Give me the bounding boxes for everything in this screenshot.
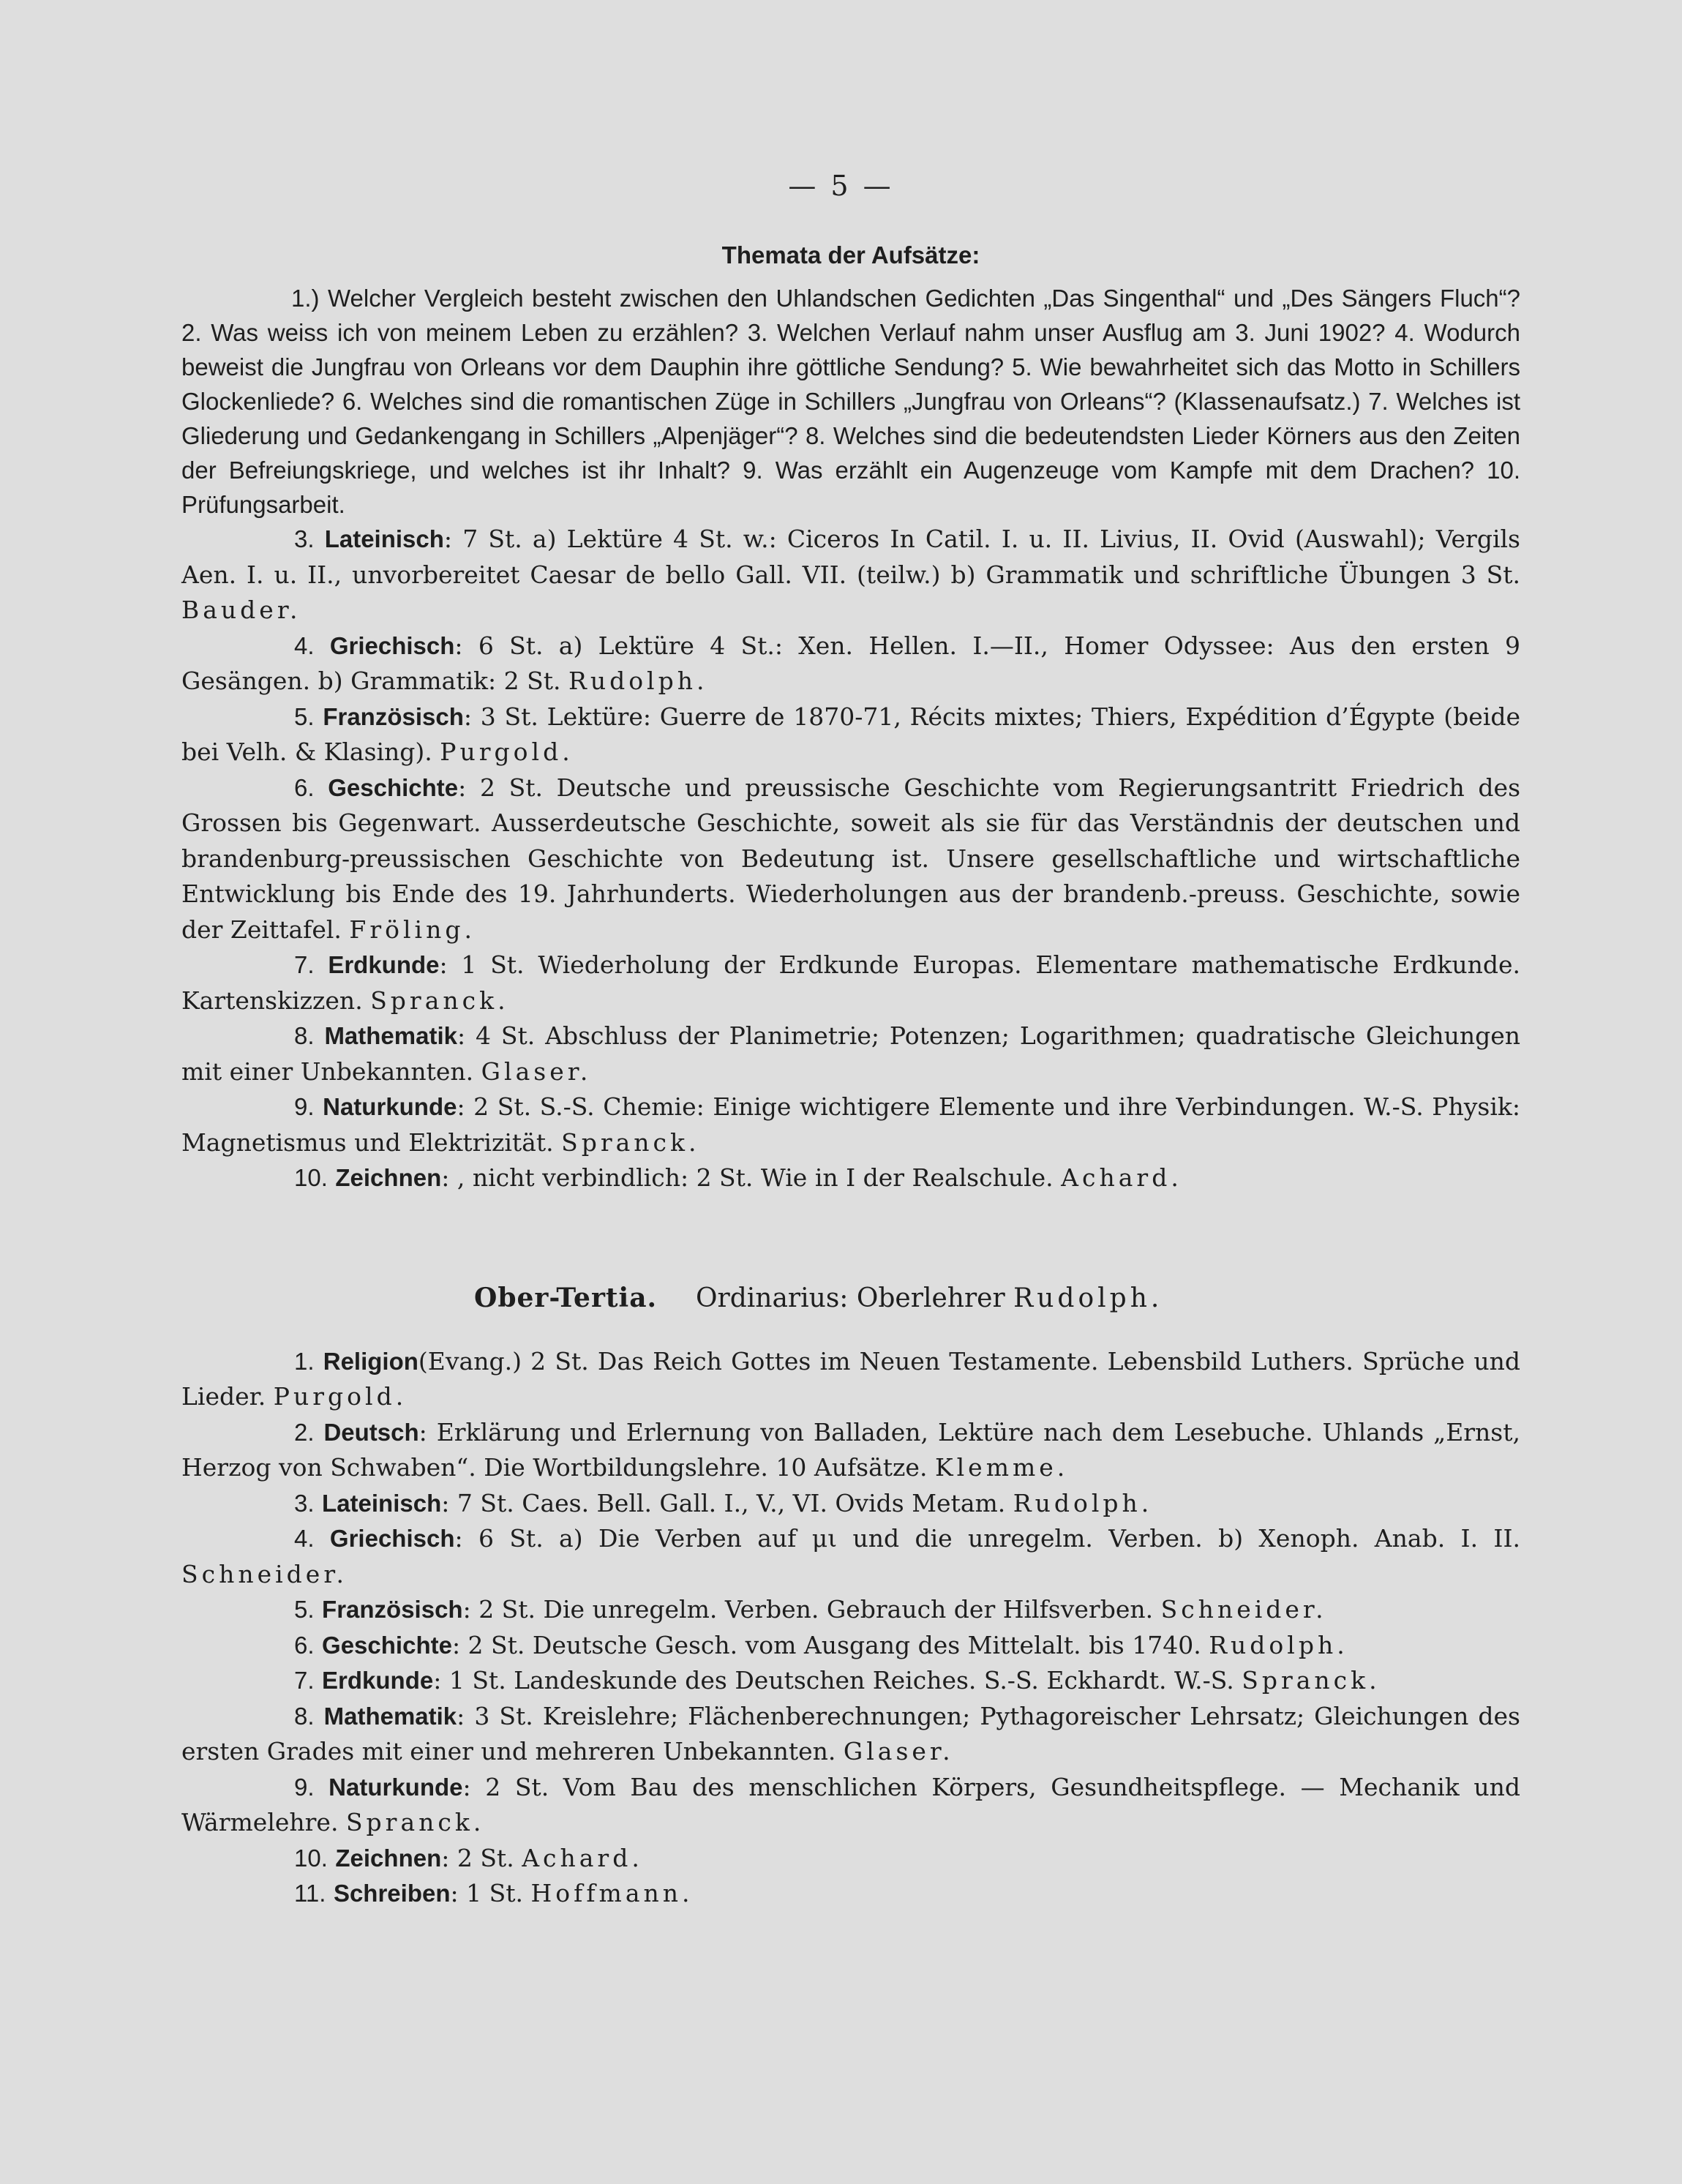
teacher-name: Bauder. (181, 596, 301, 624)
subject-name: Geschichte (328, 773, 459, 801)
subject-description: : 2 St. Deutsche Gesch. vom Ausgang des Mittelalt. bis 1740. (451, 1630, 1201, 1659)
teacher-name: Rudolph. (568, 667, 708, 695)
entry-number: 8. (294, 1702, 315, 1730)
teacher-name: Spranck. (345, 1808, 485, 1836)
subject-entry (181, 1628, 1520, 1664)
subject-name: Französisch (323, 702, 464, 730)
subject-entry: 10. Zeichnen: , nicht verbindlich: 2 St. Wie in I der Realschule. Achard. (294, 1163, 1182, 1192)
page-number: — 5 — (788, 170, 894, 202)
teacher-name: Fröling. (349, 915, 476, 944)
entry-number: 9. (294, 1093, 315, 1120)
subject-description: 1 St. Wiederholung der Erdkunde Europas. Elementare mathematische Erdkunde. Kartenskizzen. (181, 950, 1521, 1015)
subject-name: Religion (323, 1347, 418, 1375)
ordinarius-teacher: Rudolph. (1013, 1283, 1163, 1313)
entry-number: 5. (294, 1596, 315, 1623)
entry-number: 11. (294, 1880, 326, 1907)
subject-name: Mathematik (324, 1022, 457, 1049)
class-name: Ober-Tertia. (474, 1282, 658, 1313)
subject-description: : 2 St. Vom Bau des menschlichen Körpers, Gesundheitspflege. — Mechanik und Wärmelehre. (181, 1772, 1520, 1836)
class-heading (181, 1283, 1520, 1313)
ober-tertia-subjects (181, 1344, 1520, 1912)
entry-number: 9. (294, 1773, 315, 1801)
subject-name: Zeichnen (335, 1164, 442, 1191)
subject-entry: 6. Geschichte: 2 St. Deutsche und preussische Geschichte vom Regierungsantritt Friedrich des Grossen bis Gegenwart. Ausserdeutsche Geschichte, soweit als sie für das Verständnis der deutschen und brandenburg-preussischen Geschichte von Bedeutung ist. Unsere gesellschaftliche und wirtschaftliche Entwicklung bis Ende des 19. Jahrhunderts. Wiederholungen aus der brandenb.-preuss. Geschichte, sowie der Zeittafel. Fröling. (181, 773, 1521, 944)
subject-description: : 2 St. Die unregelm. Verben. Gebrauch der Hilfsverben. (462, 1595, 1154, 1624)
entry-number: 8. (294, 1022, 315, 1049)
subject-entry: 8. Mathematik: 4 St. Abschluss der Planimetrie; Potenzen; Logarithmen; quadratische Gleichungen mit einer Unbekannten. Glaser. (181, 1021, 1521, 1086)
teacher-name: Spranck. (1242, 1666, 1381, 1695)
subject-name: Französisch (322, 1596, 463, 1623)
teacher-name: Klemme. (934, 1453, 1069, 1482)
subject-entry (181, 1592, 1520, 1628)
subject-name: Griechisch (329, 631, 455, 659)
subject-description: : 2 St. (441, 1843, 514, 1872)
subject-description: : 1 St. Landeskunde des Deutschen Reiches. S.-S. Eckhardt. W.-S. (433, 1666, 1234, 1695)
subject-name: Geschichte (322, 1631, 452, 1659)
upper-section-subjects (181, 522, 1520, 1196)
entry-number: 6. (294, 773, 315, 801)
subject-name: Mathematik (323, 1702, 457, 1730)
subject-name: Lateinisch (322, 1489, 442, 1517)
entry-number: 6. (294, 1631, 315, 1659)
subject-description: 6 St. a) Lektüre 4 St.: Xen. Hellen. I.—II., Homer Odyssee: Aus den ersten 9 Gesängen. b) Grammatik: 2 St. (181, 631, 1521, 695)
subject-entry (181, 1770, 1520, 1841)
subject-name: Deutsch (323, 1418, 419, 1446)
subject-name: Lateinisch (324, 525, 444, 552)
teacher-name: Purgold. (273, 1382, 408, 1411)
teacher-name: Purgold. (440, 738, 574, 766)
teacher-name: Glaser. (843, 1737, 954, 1765)
entry-number: 10. (294, 1164, 328, 1191)
entry-number: 1. (294, 1347, 315, 1375)
subject-description: 7 St. a) Lektüre 4 St. w.: Ciceros In Catil. I. u. II. Livius, II. Ovid (Auswahl); Vergils Aen. I. u. II., unvorbereitet Caesar de bello Gall. VII. (teilw.) b) Grammatik und schriftliche Übungen 3 St. (181, 525, 1520, 589)
subject-entry (181, 1876, 1520, 1912)
subject-name: Naturkunde (323, 1093, 457, 1120)
subject-entry: 7. Erdkunde: 1 St. Wiederholung der Erdkunde Europas. Elementare mathematische Erdkunde. Kartenskizzen. Spranck. (181, 950, 1521, 1015)
essays-text: 1.) Welcher Vergleich besteht zwischen den Uhlandschen Gedichten „Das Singenthal“ und „Des Sängers Fluch“? 2. Was weiss ich von meinem Leben zu erzählen? 3. Welchen Verlauf nahm unser Ausflug am 3. Juni 1902? 4. Wodurch beweist die Jungfrau von Orleans vor dem Dauphin ihre göttliche Sendung? 5. Wie bewahrheitet sich das Motto in Schillers Glockenliede? 6. Welches sind die romantischen Züge in Schillers „Jungfrau von Orleans“? (Klassenaufsatz.) 7. Welches ist Gliederung und Gedankengang in Schillers „Alpenjäger“? 8. Welches sind die bedeutendsten Lieder Körners aus den Zeiten der Befreiungskriege, und welches ist ihr Inhalt? 9. Was erzählt ein Augenzeuge vom Kampfe mit dem Drachen? 10. Prüfungsarbeit. (181, 285, 1520, 518)
entry-number: 7. (294, 1667, 315, 1694)
subject-name: Schreiben (333, 1880, 451, 1907)
subject-entry (181, 1663, 1520, 1699)
entry-number: 2. (294, 1418, 315, 1446)
subject-entry (181, 1841, 1520, 1877)
entry-number: 3. (294, 525, 315, 552)
ordinarius-label: Ordinarius: Oberlehrer (695, 1283, 1005, 1313)
subject-description: : 1 St. (450, 1879, 523, 1907)
subject-description: : 7 St. Caes. Bell. Gall. I., V., VI. Ovids Metam. (441, 1488, 1006, 1517)
subject-description: (Evang.) 2 St. Das Reich Gottes im Neuen Testamente. Lebensbild Luthers. Sprüche und Lieder. (181, 1346, 1520, 1411)
subject-name: Naturkunde (328, 1773, 463, 1801)
subject-description: : 3 St. Kreislehre; Flächenberechnungen; Pythagoreischer Lehrsatz; Gleichungen des ersten Grades mit einer und mehreren Unbekannten. (181, 1701, 1520, 1765)
teacher-name: Spranck. (561, 1127, 700, 1157)
teacher-name: Spranck. (370, 986, 509, 1015)
subject-description: , nicht verbindlich: 2 St. Wie in I der Realschule. (457, 1163, 1054, 1192)
subject-entry: 3. Lateinisch: 7 St. a) Lektüre 4 St. w.: Ciceros In Catil. I. u. II. Livius, II. Ovid (Auswahl); Vergils Aen. I. u. II., unvorbereitet Caesar de bello Gall. VII. (teilw.) b) Grammatik und schriftliche Übungen 3 St. Bauder. (181, 525, 1520, 624)
subject-entry (181, 1415, 1520, 1486)
entry-number: 4. (294, 1525, 315, 1552)
subject-description: : 6 St. a) Die Verben auf μι und die unregelm. Verben. b) Xenoph. Anab. I. II. (454, 1524, 1520, 1553)
teacher-name: Glaser. (481, 1057, 592, 1086)
subject-description: 2 St. S.-S. Chemie: Einige wichtigere Elemente und ihre Verbindungen. W.-S. Physik: Magnetismus und Elektrizität. (181, 1092, 1521, 1157)
teacher-name: Schneider. (1160, 1595, 1327, 1624)
essays-heading: Themata der Aufsätze: (721, 241, 980, 269)
subject-name: Erdkunde (322, 1667, 434, 1694)
subject-name: Zeichnen (335, 1844, 442, 1872)
subject-description: : Erklärung und Erlernung von Balladen, Lektüre nach dem Lesebuche. Uhlands „Ernst, Herzog von Schwaben“. Die Wortbildungslehre. 10 Aufsätze. (181, 1417, 1520, 1482)
subject-name: Erdkunde (328, 951, 440, 978)
entry-number: 4. (294, 631, 315, 659)
subject-entry (181, 1699, 1520, 1770)
entry-number: 10. (294, 1844, 328, 1872)
subject-name: Griechisch (329, 1525, 455, 1552)
subject-entry (181, 1486, 1520, 1522)
teacher-name: Rudolph. (1013, 1488, 1153, 1517)
subject-entry: 9. Naturkunde: 2 St. S.-S. Chemie: Einige wichtigere Elemente und ihre Verbindungen. W.-S. Physik: Magnetismus und Elektrizität. Spranck. (181, 1092, 1521, 1157)
teacher-name: Achard. (522, 1843, 643, 1872)
entry-number: 7. (294, 951, 315, 978)
subject-description: 4 St. Abschluss der Planimetrie; Potenzen; Logarithmen; quadratische Gleichungen mit einer Unbekannten. (181, 1021, 1521, 1086)
subject-entry (181, 1344, 1520, 1415)
subject-entry: 5. Französisch: 3 St. Lektüre: Guerre de 1870-71, Récits mixtes; Thiers, Expédition d’Égypte (beide bei Velh. & Klasing). Purgold. (181, 702, 1520, 766)
entry-number: 3. (294, 1489, 315, 1517)
subject-description: 2 St. Deutsche und preussische Geschichte vom Regierungsantritt Friedrich des Grossen bis Gegenwart. Ausserdeutsche Geschichte, soweit als sie für das Verständnis der deutschen und brandenburg-preussischen Geschichte von Bedeutung ist. Unsere gesellschaftliche und wirtschaftliche Entwicklung bis Ende des 19. Jahrhunderts. Wiederholungen aus der brandenb.-preuss. Geschichte, sowie der Zeittafel. (181, 773, 1521, 944)
entry-number: 5. (294, 702, 315, 730)
page-content (181, 241, 1520, 1912)
subject-description: 3 St. Lektüre: Guerre de 1870-71, Récits mixtes; Thiers, Expédition d’Égypte (beide bei Velh. & Klasing). (181, 702, 1520, 766)
teacher-name: Hoffmann. (530, 1879, 694, 1907)
subject-entry (181, 1521, 1520, 1592)
teacher-name: Achard. (1061, 1163, 1182, 1192)
teacher-name: Rudolph. (1209, 1630, 1348, 1659)
teacher-name: Schneider. (181, 1559, 348, 1588)
subject-entry: 4. Griechisch: 6 St. a) Lektüre 4 St.: Xen. Hellen. I.—II., Homer Odyssee: Aus den ersten 9 Gesängen. b) Grammatik: 2 St. Rudolph. (181, 631, 1521, 695)
